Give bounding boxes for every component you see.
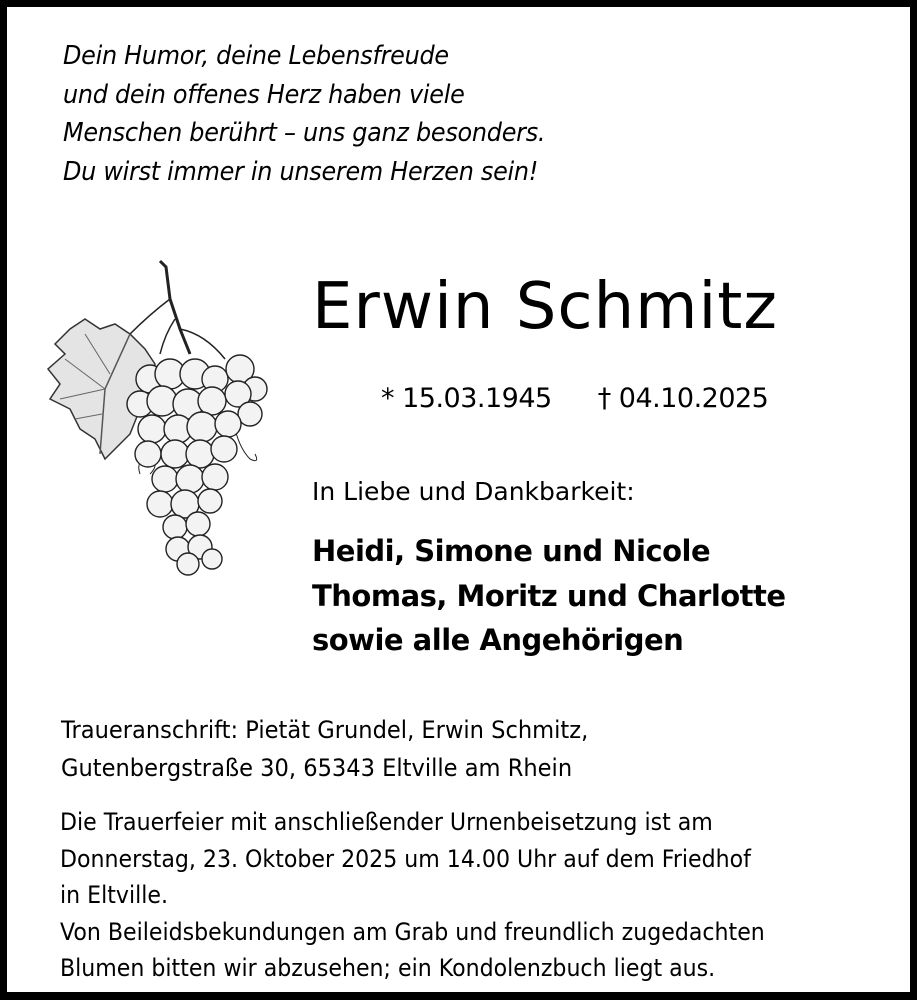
memorial-poem [63,37,545,191]
birth-date: * 15.03.1945 [381,383,552,414]
deceased-name: Erwin Schmitz [312,270,778,344]
poem-line: und dein offenes Herz haben viele [63,79,465,110]
grape-cluster-icon [40,259,270,579]
mourner-line: sowie alle Angehörigen [312,623,684,657]
mourning-address [61,712,588,787]
service-line: Blumen bitten wir abzusehen; ein Kondolenzbuch liegt aus. [60,954,716,982]
service-line: Donnerstag, 23. Oktober 2025 um 14.00 Uhr auf dem Friedhof [60,844,751,873]
poem-line: Du wirst immer in unserem Herzen sein! [63,156,539,187]
life-dates [381,383,768,414]
mourners-list [312,529,786,663]
address-line: Gutenbergstraße 30, 65343 Eltville am Rhein [61,753,573,782]
service-line: Von Beileidsbekundungen am Grab und freundlich zugedachten [60,917,765,946]
mourner-line: Thomas, Moritz und Charlotte [312,578,786,613]
obituary-notice [7,7,910,992]
mourners-intro: In Liebe und Dankbarkeit: [312,477,635,506]
funeral-service-info [60,804,765,987]
address-line: Traueranschrift: Pietät Grundel, Erwin Schmitz, [61,716,589,744]
poem-line: Menschen berührt – uns ganz besonders. [63,118,546,148]
death-date: † 04.10.2025 [597,383,769,414]
mourner-line: Heidi, Simone und Nicole [312,534,711,568]
service-line: Die Trauerfeier mit anschließender Urnenbeisetzung ist am [60,808,713,836]
poem-line: Dein Humor, deine Lebensfreude [63,41,449,71]
service-line: in Eltville. [60,881,168,909]
